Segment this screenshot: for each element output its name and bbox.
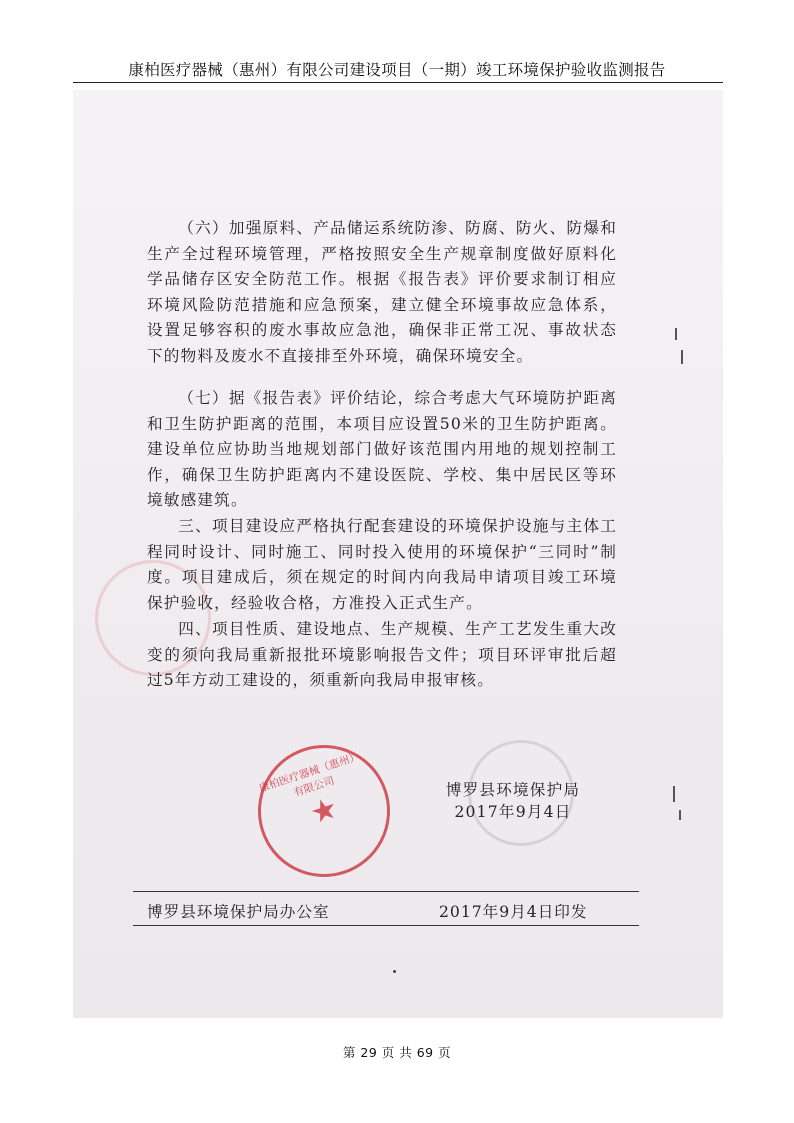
footer-issuer: 博罗县环境保护局办公室: [147, 903, 330, 921]
signature-date: 2017年9月4日: [454, 803, 572, 821]
paragraph-text: （六）加强原料、产品储运系统防渗、防腐、防火、防爆和生产全过程环境管理，严格按照安全生产规章制度做好原料化学品储存区安全防范工作。根据《报告表》评价要求制订相应环境风险防范措施和应急预案，建立健全环境事故应急体系，设置足够容积的废水事故应急池，确保非正常工况、事故状态下的物料及废水不直接排至外环境，确保环境安全。: [147, 219, 617, 365]
report-header-title: 康柏医疗器械（惠州）有限公司建设项目（一期）竣工环境保护验收监测报告: [128, 61, 666, 79]
paragraph-text: 三、项目建设应严格执行配套建设的环境保护设施与主体工程同时设计、同时施工、同时投入使用的环境保护“三同时”制度。项目建成后，须在规定的时间内向我局申请项目竣工环境保护验收，经验收合格，方准投入正式生产。: [147, 517, 617, 612]
paragraph-text: （七）据《报告表》评价结论，综合考虑大气环境防护距离和卫生防护距离的范围，本项目应设置50米的卫生防护距离。建设单位应协助当地规划部门做好该范围内用地的规划控制工作，确保卫生防护距离内不建设医院、学校、集中居民区等环境敏感建筑。: [147, 389, 617, 510]
paragraph-measure-six: [147, 216, 617, 370]
stamp-star-icon: ★: [305, 790, 343, 832]
margin-mark: [673, 786, 675, 802]
page-number: 第 29 页 共 69 页: [342, 1045, 452, 1060]
margin-mark: [679, 810, 681, 820]
paragraph-item-three: [147, 514, 617, 616]
header-divider: [73, 82, 723, 83]
paragraph-text: 四、项目性质、建设地点、生产规模、生产工艺发生重大改变的须向我局重新报批环境影响报告文件；项目环评审批后超过5年方动工建设的，须重新向我局申报审核。: [147, 620, 617, 690]
scan-speck: [393, 970, 396, 973]
margin-mark: [675, 328, 677, 340]
company-seal-stamp: [241, 728, 407, 894]
scanned-document-page: [73, 90, 723, 1018]
paragraph-item-four: [147, 617, 617, 694]
signature-organization: 博罗县环境保护局: [445, 781, 581, 799]
footer-issue-date: 2017年9月4日印发: [439, 903, 588, 921]
footer-rule-top: [133, 891, 639, 892]
paragraph-measure-seven: [147, 386, 617, 514]
margin-mark: [681, 350, 683, 364]
stamp-text: 康柏医疗器械（惠州）有限公司: [257, 750, 362, 800]
footer-rule-bottom: [133, 925, 639, 926]
